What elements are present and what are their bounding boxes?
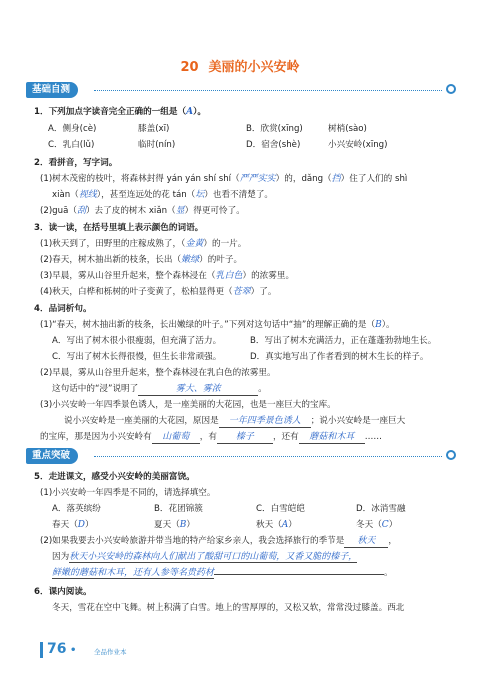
q2-line2: xiàn（视线），甚至连远处的花 tán（坛）也看不清楚了。 xyxy=(52,190,274,200)
q5-line2: (2)如果我要去小兴安岭旅游并带当地的特产给家乡亲人，我会选择旅行的季节是 秋天 ， xyxy=(40,536,397,546)
q6-line1: 冬天，雪花在空中飞舞。树上积满了白雪。地上的雪厚厚的，又松又软，常常没过膝盖。西北 xyxy=(52,603,405,613)
q4-option-a: A．写出了树木很小很瘦弱，但充满了活力。 xyxy=(52,336,222,346)
q1-option-b: B．欣赏(xīng) xyxy=(246,124,303,134)
q5-option-b: B．花团锦簇 xyxy=(154,504,203,514)
section-badge: 重点突破 xyxy=(26,448,78,464)
q5-line3: 因为秋天小兴安岭的森林向人们献出了酸甜可口的山葡萄，又香又脆的榛子， xyxy=(52,552,358,562)
footer-book-name: 全品作业本 xyxy=(94,648,127,656)
q5-stem: 5．走进课文，感受小兴安岭的美丽富饶。 xyxy=(34,472,195,482)
page-number: 76 • xyxy=(47,641,77,657)
q4-line2: (2)早晨，雾从山谷里升起来，整个森林浸在乳白色的浓雾里。 xyxy=(40,368,276,378)
lesson-number: 20 xyxy=(180,60,199,75)
q4-line1: (1)“春天，树木抽出新的枝条，长出嫩绿的叶子。”下列对这句话中“抽”的理解正确的是（B）。 xyxy=(40,320,395,330)
q3-stem: 3．读一读，在括号里填上表示颜色的词语。 xyxy=(34,223,204,233)
q4-line3: 这句话中的“浸”说明了 雾大、雾浓 。 xyxy=(52,384,267,394)
q3-line4: (4)秋天，白桦和栎树的叶子变黄了，松柏显得更（苍翠）了。 xyxy=(40,287,277,297)
lesson-title xyxy=(0,56,480,75)
q4-option-b: B．写出了树木充满活力，正在蓬蓬勃勃地生长。 xyxy=(250,336,437,346)
q4-option-d: D．真实地写出了作者看到的树木生长的样子。 xyxy=(250,352,429,362)
q6-stem: 6．课内阅读。 xyxy=(34,587,92,597)
q2-line1: (1)树木茂密的枝叶，将森林封得 yán yán shí shí（严严实实）的，dǎng（挡）住了人们的 shì xyxy=(40,174,408,184)
q4-option-c: C．写出了树木长得很慢，但生长非常顽强。 xyxy=(52,352,222,362)
q1-option-a: A．侧身(cè) xyxy=(48,124,97,134)
q1-answer: A xyxy=(186,107,194,117)
lesson-name: 美丽的小兴安岭 xyxy=(208,60,300,75)
q4-line4: (3)小兴安岭一年四季景色诱人，是一座美丽的大花园，也是一座巨大的宝库。 xyxy=(40,400,336,410)
q5-line1: (1)小兴安岭一年四季是不同的，请选择填空。 xyxy=(40,488,216,498)
q4-line5: 说小兴安岭是一座美丽的大花园，原因是 一年四季景色诱人 ；说小兴安岭是一座巨大 xyxy=(64,416,406,426)
section-header-basic xyxy=(26,82,456,98)
q5-line4: 鲜嫩的蘑菇和木耳，还有人参等名贵药材 。 xyxy=(52,568,393,578)
circle-icon xyxy=(446,84,456,94)
q2-stem: 2．看拼音，写字词。 xyxy=(34,158,118,168)
q1-stem: 1．下列加点字读音完全正确的一组是（A）。 xyxy=(34,107,206,117)
section-badge: 基础自测 xyxy=(26,82,78,98)
q5-autumn: 秋天（A） xyxy=(256,520,297,530)
q3-line3: (3)早晨，雾从山谷里升起来，整个森林浸在（乳白色）的浓雾里。 xyxy=(40,271,295,281)
section-header-key xyxy=(26,448,456,464)
section-divider xyxy=(94,90,442,91)
q5-option-c: C．白雪皑皑 xyxy=(256,504,305,514)
section-divider xyxy=(94,456,442,457)
q5-option-a: A．落英缤纷 xyxy=(52,504,101,514)
q3-line2: (2)春天，树木抽出新的枝条，长出（嫩绿）的叶子。 xyxy=(40,255,243,265)
circle-icon xyxy=(446,450,456,460)
q4-stem: 4．品词析句。 xyxy=(34,304,92,314)
q1-option-b2: 树梢(sào) xyxy=(328,124,367,134)
q1-option-a2: 膝盖(xī) xyxy=(138,124,170,134)
footer-accent-bar xyxy=(40,642,43,658)
q2-line3: (2)guā（刮）去了皮的树木 xiǎn（显）得更可怜了。 xyxy=(40,206,245,216)
q1-option-d2: 小兴安岭(xīng) xyxy=(328,140,388,150)
q4-line6: 的宝库，那是因为小兴安岭有 山葡萄 ，有 榛子 ，还有 蘑菇和木耳 …… xyxy=(40,432,382,442)
q5-spring: 春天（D） xyxy=(52,520,94,530)
q1-option-d: D．宿舍(shè) xyxy=(246,140,301,150)
q5-winter: 冬天（C） xyxy=(356,520,398,530)
q1-option-c: C．乳白(lǔ) xyxy=(48,140,95,150)
q5-summer: 夏天（B） xyxy=(154,520,196,530)
q1-option-c2: 临时(nín) xyxy=(138,140,176,150)
q5-option-d: D．冰消雪融 xyxy=(356,504,406,514)
q3-line1: (1)秋天到了，田野里的庄稼成熟了，（金黄）的一片。 xyxy=(40,239,247,249)
